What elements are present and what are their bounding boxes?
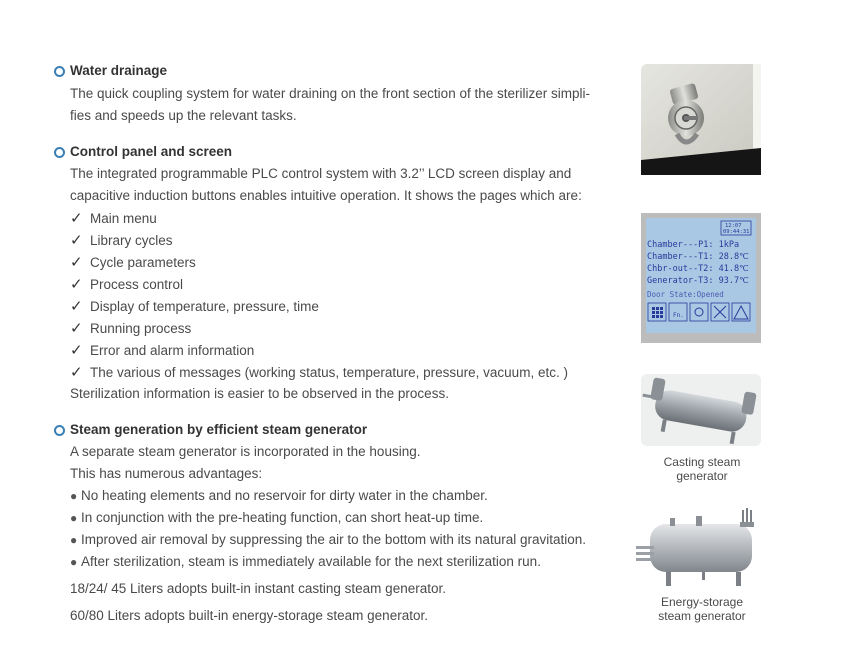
checklist-item: ✓ Main menu — [70, 210, 157, 227]
dot-icon: ● — [70, 533, 78, 547]
dot-icon: ● — [70, 489, 78, 503]
checkmark-icon: ✓ — [70, 276, 83, 293]
lcd-clock-time: 09:44:31 — [723, 229, 750, 235]
checkmark-icon: ✓ — [70, 320, 83, 337]
lcd-row: Chamber---T1: 28.8℃ — [647, 252, 749, 262]
casting-steam-generator-image — [641, 374, 761, 446]
checkmark-icon: ✓ — [70, 298, 83, 315]
checklist-item: ✓ Error and alarm information — [70, 342, 255, 359]
body-text-line: capacitive induction buttons enables intuitive operation. It shows the pages which are: — [70, 188, 582, 203]
lcd-row: Chamber---P1: 1kPa — [647, 240, 740, 250]
dot-list-item: ● No heating elements and no reservoir for dirty water in the chamber. — [70, 488, 488, 503]
checklist-item: ✓ The various of messages (working status, temperature, pressure, vacuum, etc. ) — [70, 364, 568, 381]
checklist-item: ✓ Display of temperature, pressure, time — [70, 298, 319, 315]
lcd-row: Chbr-out--T2: 41.8℃ — [647, 264, 749, 274]
checklist-item: ✓ Running process — [70, 320, 192, 337]
bullet-icon — [54, 66, 65, 77]
dot-list-item: ● Improved air removal by suppressing the air to the bottom with its natural gravitation. — [70, 532, 586, 547]
body-text-line: The integrated programmable PLC control system with 3.2’’ LCD screen display and — [70, 166, 572, 181]
lcd-screen-image — [641, 213, 761, 343]
energy-storage-caption: Energy-storage steam generator — [658, 595, 746, 623]
body-text-line: A separate steam generator is incorporated in the housing. — [70, 444, 421, 459]
dot-icon: ● — [70, 555, 78, 569]
body-text-line: The quick coupling system for water draining on the front section of the sterilizer simpli- — [70, 86, 590, 101]
bullet-icon — [54, 147, 65, 158]
lcd-door-state: Door State:Opened — [647, 290, 724, 299]
energy-storage-steam-generator-image — [636, 506, 766, 588]
water-drainage-coupling-image — [641, 64, 761, 175]
body-text-line: 60/80 Liters adopts built-in energy-storage steam generator. — [70, 608, 428, 623]
checklist-item: ✓ Process control — [70, 276, 184, 293]
section-heading-water-drainage: Water drainage — [70, 63, 168, 78]
body-text-line: Sterilization information is easier to be observed in the process. — [70, 386, 449, 401]
lcd-clock-date: 12:07 — [725, 223, 742, 229]
lcd-row: Generator-T3: 93.7℃ — [647, 276, 749, 286]
checkmark-icon: ✓ — [70, 364, 83, 381]
section-heading-control-panel: Control panel and screen — [70, 144, 233, 159]
dot-list-item: ● In conjunction with the pre-heating function, can short heat-up time. — [70, 510, 484, 525]
lcd-menu-icon — [652, 307, 663, 318]
checkmark-icon: ✓ — [70, 210, 83, 227]
checkmark-icon: ✓ — [70, 342, 83, 359]
section-heading-steam-generation: Steam generation by efficient steam generator — [70, 422, 368, 437]
dot-list-item: ● After sterilization, steam is immediately available for the next sterilization run. — [70, 554, 541, 569]
bullet-icon — [54, 425, 65, 436]
checklist-item: ✓ Library cycles — [70, 232, 173, 249]
body-text-line: fies and speeds up the relevant tasks. — [70, 108, 297, 123]
lcd-fn-label: Fn. — [673, 312, 684, 319]
checklist-item: ✓ Cycle parameters — [70, 254, 196, 271]
body-text-line: 18/24/ 45 Liters adopts built-in instant casting steam generator. — [70, 581, 446, 596]
body-text-line: This has numerous advantages: — [70, 466, 263, 481]
checkmark-icon: ✓ — [70, 254, 83, 271]
casting-caption: Casting steam generator — [663, 455, 741, 483]
checkmark-icon: ✓ — [70, 232, 83, 249]
dot-icon: ● — [70, 511, 78, 525]
